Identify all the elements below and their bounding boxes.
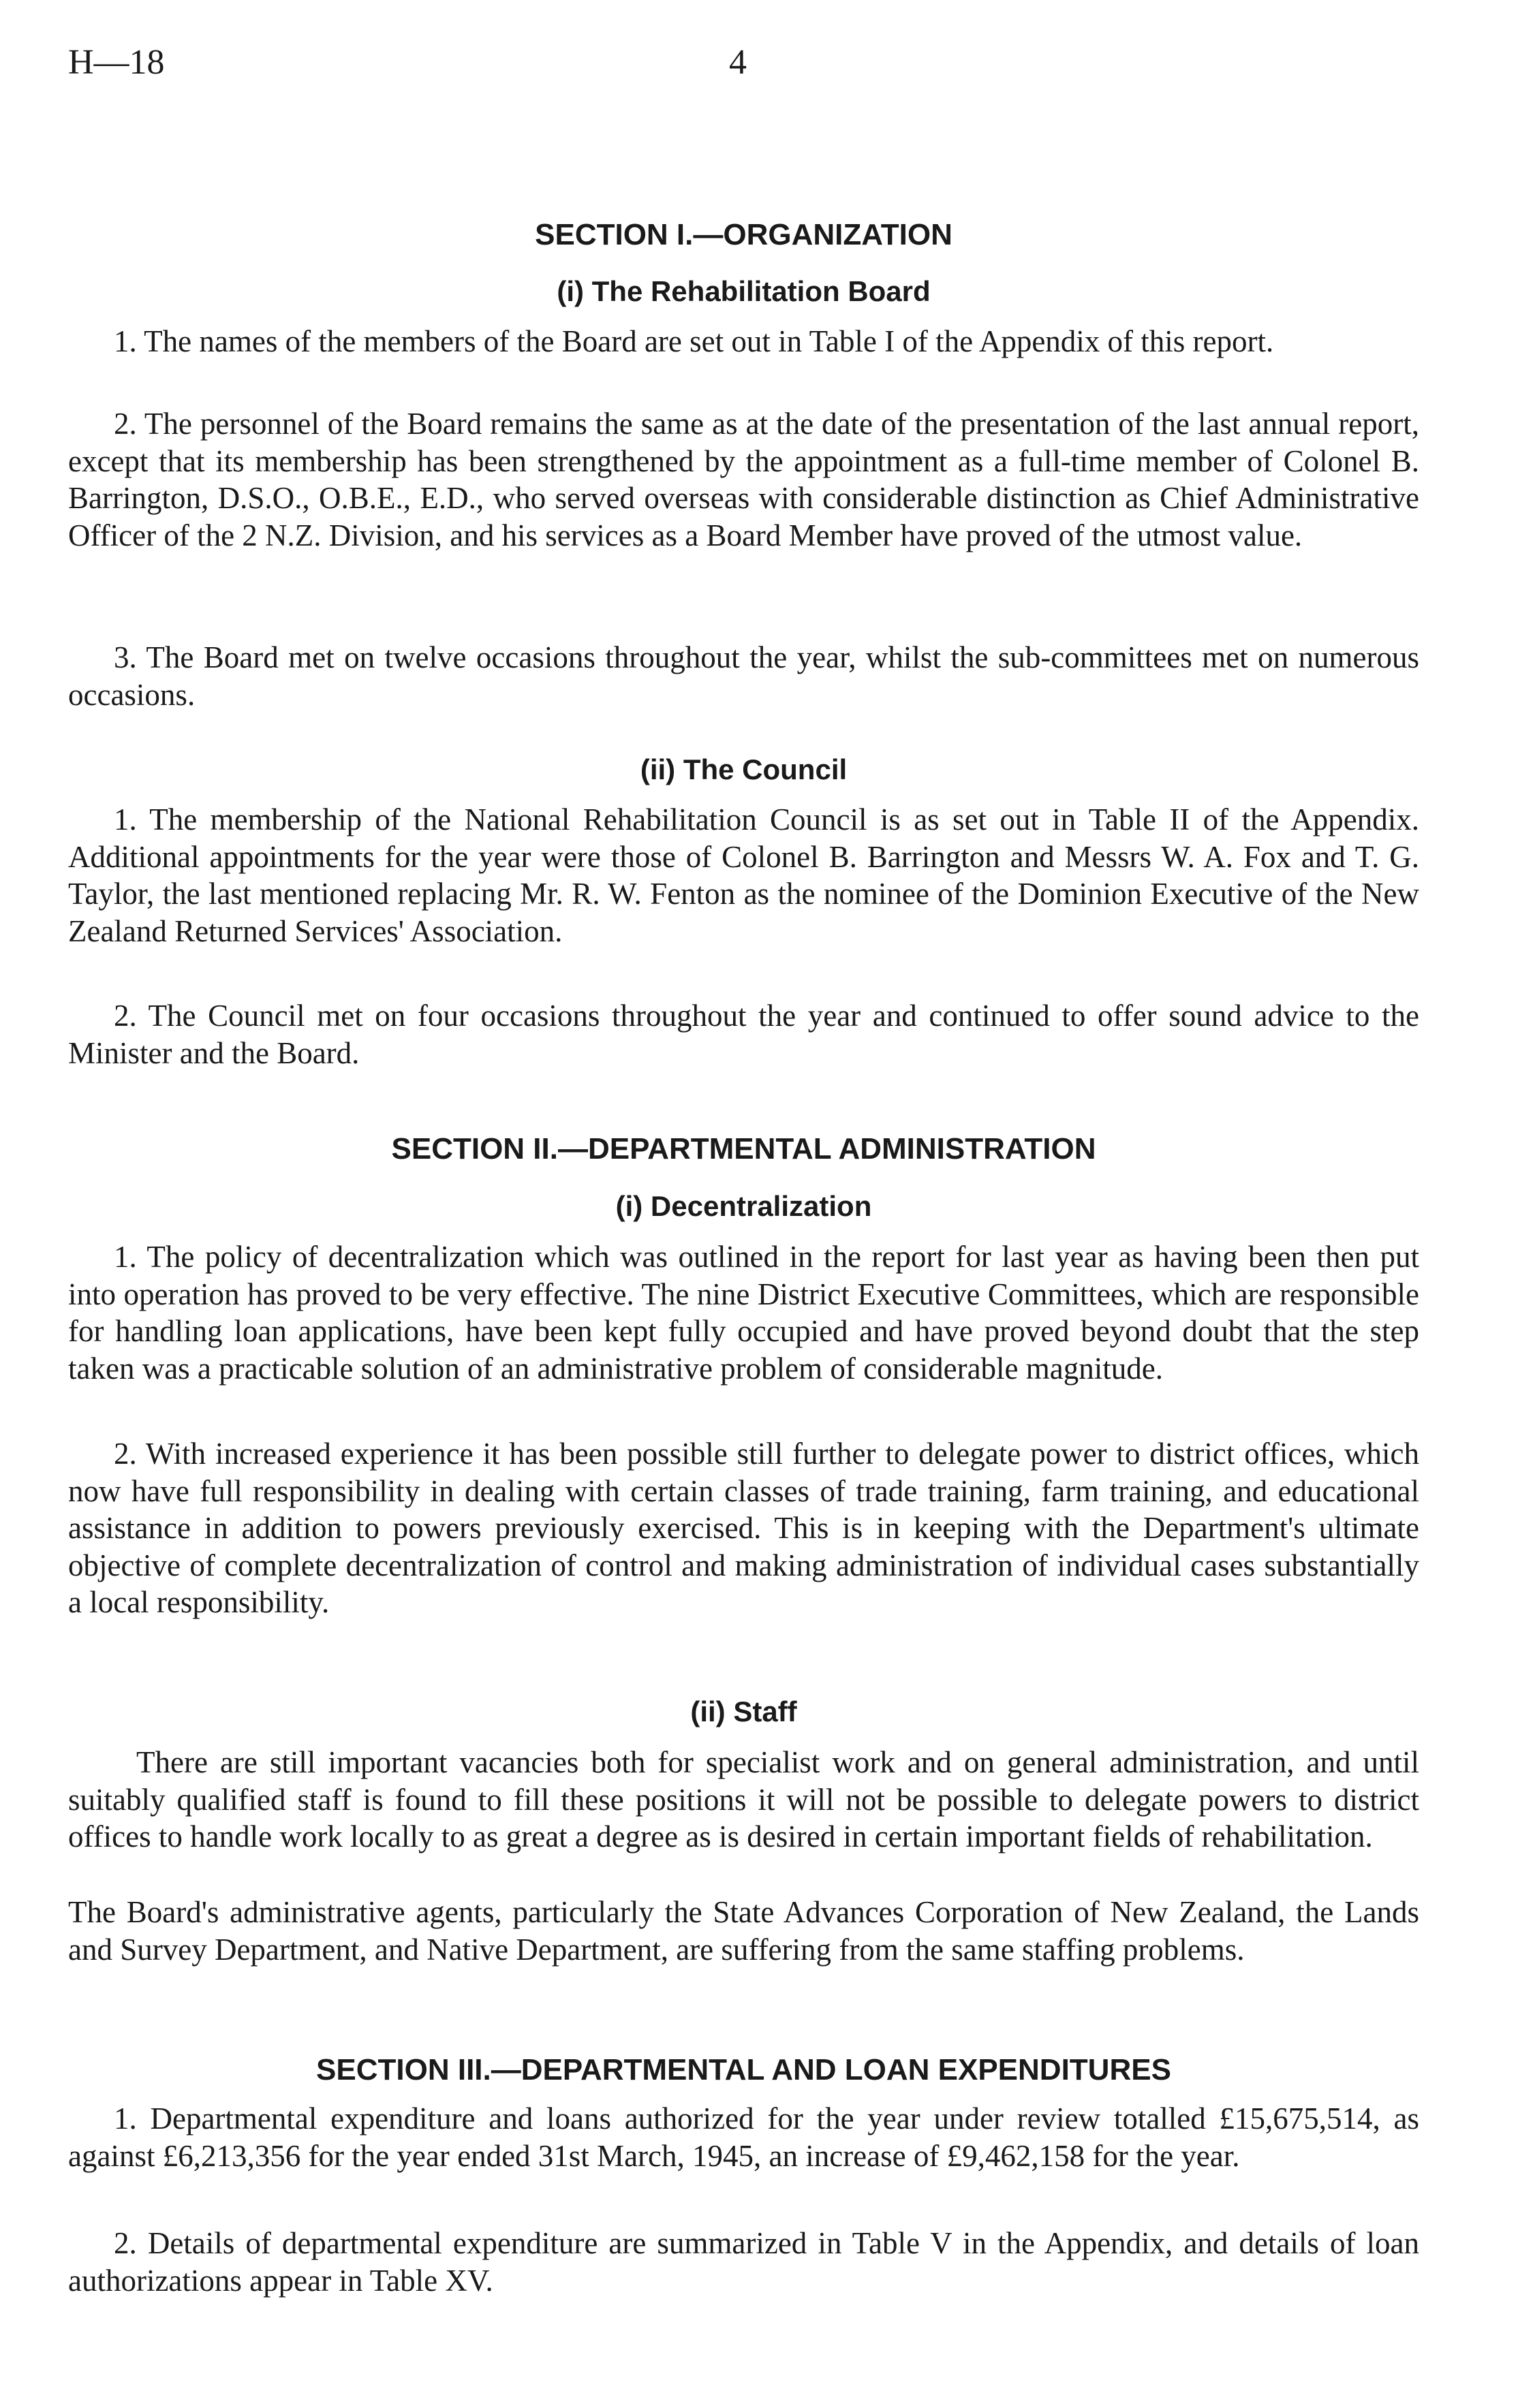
section-2-heading: SECTION II.—DEPARTMENTAL ADMINISTRATION — [391, 1132, 1096, 1166]
paragraph: 1. The policy of decentralization which was outlined in the report for last year as having been then put into operation has proved to be very effective. The nine District Executive Committees, which are responsible for handling loan applications, have been kept fully occupied and have proved beyond doubt that the step taken was a practicable solution of an administrative problem of considerable magnitude. — [68, 1240, 1419, 1386]
page-number: 4 — [729, 43, 747, 82]
rehabilitation-board-heading: (i) The Rehabilitation Board — [557, 275, 931, 307]
paragraph: 2. The Council met on four occasions throughout the year and continued to offer sound advice to the Minister and the Board. — [68, 999, 1419, 1070]
paragraph: 1. The names of the members of the Board are set out in Table I of the Appendix of this report. — [114, 324, 1274, 358]
paragraph: 2. Details of departmental expenditure are summarized in Table V in the Appendix, and details of loan authorizations appear in Table XV. — [68, 2226, 1419, 2298]
section-3-heading: SECTION III.—DEPARTMENTAL AND LOAN EXPENDITURES — [316, 2053, 1171, 2086]
paragraph: 2. The personnel of the Board remains the same as at the date of the presentation of the last annual report, except that its membership has been strengthened by the appointment as a full-time member of Colonel B. Barrington, D.S.O., O.B.E., E.D., who served overseas with considerable distinction as Chief Administrative Officer of the 2 N.Z. Division, and his services as a Board Member have proved of the utmost value. — [68, 407, 1419, 552]
staff-heading: (ii) Staff — [690, 1695, 797, 1727]
document-code: H—18 — [68, 43, 165, 82]
paragraph: 1. Departmental expenditure and loans authorized for the year under review totalled £15,675,514, as against £6,213,356 for the year ended 31st March, 1945, an increase of £9,462,158 for the year. — [68, 2101, 1419, 2173]
section-1-heading: SECTION I.—ORGANIZATION — [535, 218, 952, 251]
paragraph: The Board's administrative agents, particularly the State Advances Corporation of New Zealand, the Lands and Survey Department, and Native Department, are suffering from the same staffing problems. — [68, 1895, 1419, 1967]
paragraph: There are still important vacancies both for specialist work and on general administration, and until suitably qualified staff is found to fill these positions it will not be possible to delegate powers to district offices to handle work locally to as great a degree as is desired in certain important fields of rehabilitation. — [68, 1745, 1419, 1854]
paragraph: 2. With increased experience it has been possible still further to delegate power to district offices, which now have full responsibility in dealing with certain classes of trade training, farm training, and educational assistance in addition to powers previously exercised. This is in keeping with the Department's ultimate objective of complete decentralization of control and making administration of individual cases substantially a local responsibility. — [68, 1437, 1419, 1620]
paragraph: 3. The Board met on twelve occasions throughout the year, whilst the sub-committees met on numerous occasions. — [68, 640, 1419, 712]
paragraph: 1. The membership of the National Rehabilitation Council is as set out in Table II of the Appendix. Additional appointments for the year were those of Colonel B. Barrington and Messrs W. A. Fox and T. G. Taylor, the last mentioned replacing Mr. R. W. Fenton as the nominee of the Dominion Executive of the New Zealand Returned Services' Association. — [68, 802, 1419, 948]
decentralization-heading: (i) Decentralization — [615, 1190, 872, 1222]
council-heading: (ii) The Council — [640, 753, 848, 785]
